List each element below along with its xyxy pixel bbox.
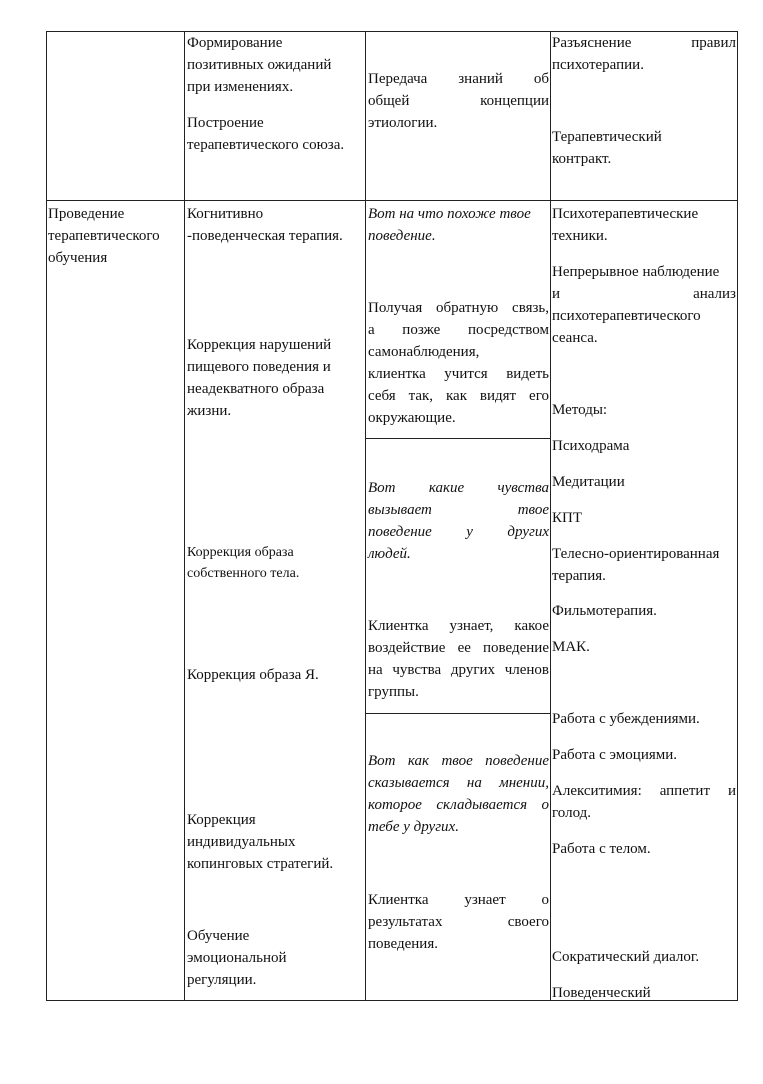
cell-text-italic: вызывает твое bbox=[368, 502, 549, 518]
cell-text: Поведенческий bbox=[552, 985, 651, 1001]
cell-text: терапия. bbox=[552, 568, 606, 584]
cell-text: Обучение bbox=[187, 928, 250, 944]
cell-text: Построение bbox=[187, 115, 264, 131]
cell-text: позитивных ожиданий bbox=[187, 57, 332, 73]
cell-text: и анализ bbox=[552, 286, 736, 302]
cell-text: собственного тела. bbox=[187, 566, 300, 581]
cell-text: Разъяснение правил bbox=[552, 35, 736, 51]
cell-text: эмоциональной bbox=[187, 950, 287, 966]
cell-sub-divider-1 bbox=[365, 438, 550, 439]
cell-text: регуляции. bbox=[187, 972, 257, 988]
cell-text: Медитации bbox=[552, 474, 625, 490]
cell-text: Получая обратную связь, bbox=[368, 300, 549, 316]
cell-text: Телесно-ориентированная bbox=[552, 546, 720, 562]
cell-text: воздействие ее поведение bbox=[368, 640, 549, 656]
cell-text: при изменениях. bbox=[187, 79, 294, 95]
cell-text: терапевтического союза. bbox=[187, 137, 345, 153]
table-right-border bbox=[737, 31, 738, 1001]
cell-text: поведения. bbox=[368, 936, 438, 952]
cell-text: сеанса. bbox=[552, 330, 598, 346]
cell-text: терапевтического bbox=[48, 228, 160, 244]
cell-text-italic: людей. bbox=[368, 546, 411, 562]
cell-text-italic: сказывается на мнении, bbox=[368, 775, 549, 791]
column-divider-1 bbox=[184, 31, 185, 1001]
cell-text: индивидуальных bbox=[187, 834, 296, 850]
cell-text: психотерапии. bbox=[552, 57, 644, 73]
cell-text: Алекситимия: аппетит и bbox=[552, 783, 736, 799]
cell-text: КПТ bbox=[552, 510, 582, 526]
column-divider-3 bbox=[550, 31, 551, 1001]
cell-text: Работа с убеждениями. bbox=[552, 711, 700, 727]
cell-text: Непрерывное наблюдение bbox=[552, 264, 720, 280]
cell-text: психотерапевтического bbox=[552, 308, 701, 324]
cell-sub-divider-2 bbox=[365, 713, 550, 714]
cell-text-italic: Вот на что похоже твое bbox=[368, 206, 531, 222]
cell-text-italic: которое складывается о bbox=[368, 797, 549, 813]
cell-text: Терапевтический bbox=[552, 129, 662, 145]
cell-text: голод. bbox=[552, 805, 592, 821]
cell-text: Формирование bbox=[187, 35, 283, 51]
cell-text: Коррекция нарушений bbox=[187, 337, 332, 353]
cell-text: -поведенческая терапия. bbox=[187, 228, 343, 244]
cell-text: обучения bbox=[48, 250, 108, 266]
cell-text-italic: Вот как твое поведение bbox=[368, 753, 549, 769]
cell-text: Работа с телом. bbox=[552, 841, 651, 857]
cell-text: группы. bbox=[368, 684, 419, 700]
table-left-border bbox=[46, 31, 47, 1001]
cell-text: на чувства других членов bbox=[368, 662, 549, 678]
cell-text: пищевого поведения и bbox=[187, 359, 331, 375]
cell-text: Психотерапевтические bbox=[552, 206, 699, 222]
cell-text: Фильмотерапия. bbox=[552, 603, 657, 619]
cell-text: техники. bbox=[552, 228, 608, 244]
cell-text-italic: поведение у других bbox=[368, 524, 549, 540]
cell-text: Клиентка узнает, какое bbox=[368, 618, 549, 634]
cell-text: Работа с эмоциями. bbox=[552, 747, 678, 763]
cell-text: копинговых стратегий. bbox=[187, 856, 334, 872]
cell-text-italic: тебе у других. bbox=[368, 819, 459, 835]
cell-text: общей концепции bbox=[368, 93, 549, 109]
cell-text: Коррекция образа bbox=[187, 545, 294, 560]
cell-text: а позже посредством bbox=[368, 322, 549, 338]
cell-text: Сократический диалог. bbox=[552, 949, 700, 965]
cell-text: контракт. bbox=[552, 151, 612, 167]
cell-text: Методы: bbox=[552, 402, 608, 418]
cell-text: окружающие. bbox=[368, 410, 456, 426]
cell-text: Психодрама bbox=[552, 438, 630, 454]
cell-text: МАК. bbox=[552, 639, 590, 655]
cell-text-italic: поведение. bbox=[368, 228, 436, 244]
cell-text: клиентка учится видеть bbox=[368, 366, 549, 382]
cell-text: Коррекция образа Я. bbox=[187, 667, 319, 683]
cell-text: жизни. bbox=[187, 403, 232, 419]
cell-text: этиологии. bbox=[368, 115, 438, 131]
cell-text: Клиентка узнает о bbox=[368, 892, 549, 908]
cell-text: себя так, как видят его bbox=[368, 388, 549, 404]
cell-text: Проведение bbox=[48, 206, 125, 222]
row-divider bbox=[46, 200, 738, 201]
cell-text: результатах своего bbox=[368, 914, 549, 930]
cell-text: неадекватного образа bbox=[187, 381, 325, 397]
cell-text-italic: Вот какие чувства bbox=[368, 480, 549, 496]
cell-text: Передача знаний об bbox=[368, 71, 549, 87]
cell-text: Когнитивно bbox=[187, 206, 264, 222]
cell-text: самонаблюдения, bbox=[368, 344, 480, 360]
column-divider-2 bbox=[365, 31, 366, 1001]
cell-text: Коррекция bbox=[187, 812, 256, 828]
